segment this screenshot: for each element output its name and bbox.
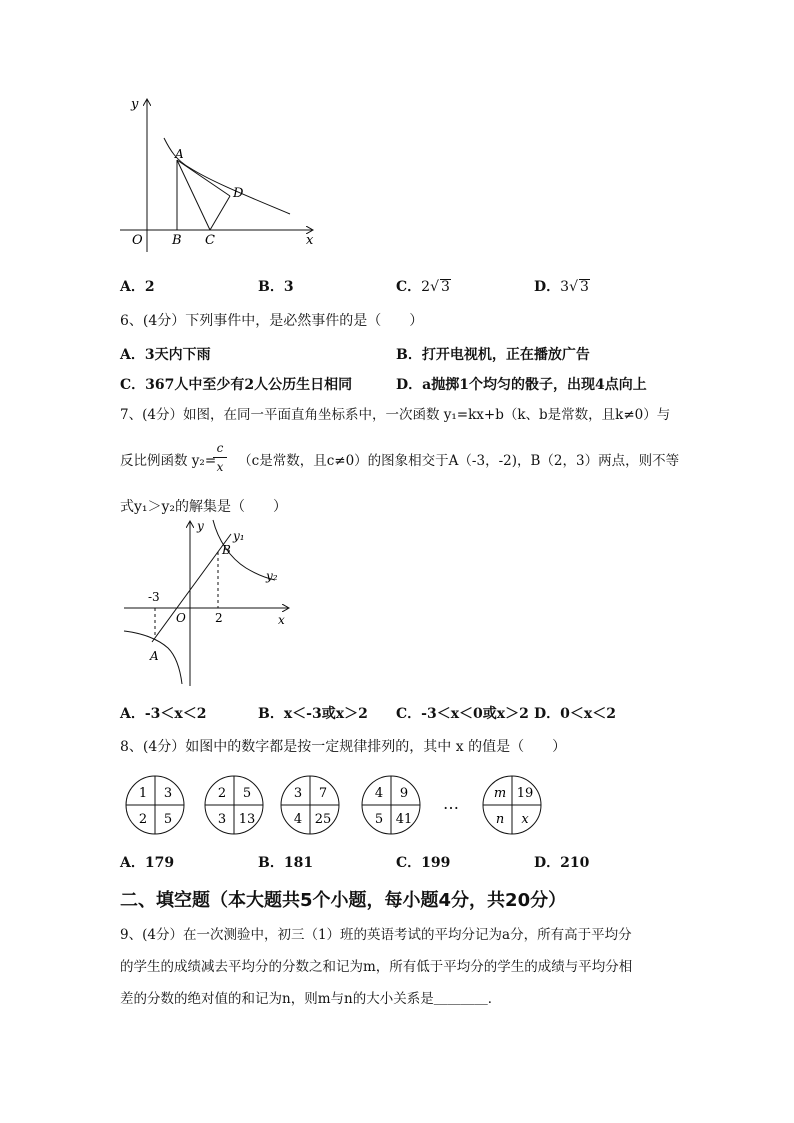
label-a: A (150, 649, 159, 663)
q7-stem-line2-start: 反比例函数 y₂= (120, 453, 217, 469)
label-x: x (278, 613, 285, 627)
label-b: B (172, 233, 182, 248)
q5-option-c-radicand: 3 (441, 279, 450, 295)
circle-value-tr: 9 (399, 786, 409, 801)
q5-option-d[interactable]: D．3√ 3 (534, 279, 589, 295)
q7-stem-line1: 7、(4分）如图，在同一平面直角坐标系中，一次函数 y₁=kx+b（k、b是常数，且k≠0）与 (120, 407, 671, 423)
section-fill-in-title: 二、填空题（本大题共5个小题，每小题4分，共20分） (120, 890, 567, 911)
circle-value-br: x (521, 812, 529, 827)
q8-option-d[interactable]: D．210 (534, 855, 590, 871)
circle-value-tr: 19 (516, 786, 534, 801)
label-d: D (233, 186, 244, 201)
circle-value-tr: 3 (163, 786, 173, 801)
q7-stem-line2 (120, 452, 679, 470)
q5-option-d-coef: 3 (560, 279, 570, 295)
q8-option-c[interactable]: C．199 (396, 855, 451, 871)
q8-circle-1 (123, 773, 187, 837)
q7-option-a[interactable]: A．-3＜x＜2 (120, 706, 207, 722)
q8-stem: 8、(4分）如图中的数字都是按一定规律排列的，其中 x 的值是（ ） (120, 739, 567, 755)
q7-fraction-bar (213, 457, 227, 458)
q7-fraction-numerator: c (216, 441, 224, 455)
circle-value-tr: 5 (242, 786, 252, 801)
circle-value-br: 25 (314, 812, 332, 827)
q5-option-d-radicand: 3 (579, 279, 589, 295)
circle-value-bl: 3 (217, 812, 227, 827)
label-y: y (131, 97, 139, 112)
figure-q5-graph (112, 92, 322, 254)
q6-option-a[interactable]: A．3天内下雨 (120, 347, 211, 363)
circle-value-bl: 4 (293, 812, 303, 827)
label-a: A (175, 147, 184, 161)
q6-option-b[interactable]: B．打开电视机，正在播放广告 (396, 347, 590, 363)
circle-value-bl: 5 (374, 812, 384, 827)
q8-circle-2 (202, 773, 266, 837)
q8-circle-5 (480, 773, 544, 837)
circle-value-tl: 4 (374, 786, 384, 801)
q6-stem: 6、(4分）下列事件中，是必然事件的是（ ） (120, 313, 424, 329)
q9-line3: 差的分数的绝对值的和记为n，则m与n的大小关系是＿＿＿＿． (120, 991, 502, 1007)
circle-value-bl: 2 (138, 812, 148, 827)
q5-option-c-coef: 2 (421, 279, 431, 295)
q7-stem-line3: 式y₁＞y₂的解集是（ ） (120, 499, 288, 515)
circle-value-br: 5 (163, 812, 173, 827)
circle-value-bl: n (495, 812, 505, 827)
circle-value-tl: 2 (217, 786, 227, 801)
q7-fraction-denominator: x (216, 460, 224, 474)
label-x: x (306, 233, 314, 248)
q7-option-c[interactable]: C．-3＜x＜0或x＞2 (396, 706, 529, 722)
circle-value-tl: 3 (293, 786, 303, 801)
label-y: y (197, 519, 204, 533)
q8-ellipsis: … (443, 794, 459, 813)
q5-option-d-prefix: D． (534, 279, 561, 295)
q8-circle-3 (278, 773, 342, 837)
q9-line2: 的学生的成绩减去平均分的分数之和记为m，所有低于平均分的学生的成绩与平均分相 (120, 959, 633, 975)
q9-line1: 9、(4分）在一次测验中，初三（1）班的英语考试的平均分记为a分，所有高于平均分 (120, 927, 632, 943)
circle-value-tl: m (493, 786, 507, 801)
q7-option-b[interactable]: B．x＜-3或x＞2 (258, 706, 368, 722)
label-y1: y₁ (233, 529, 245, 543)
q8-option-b[interactable]: B．181 (258, 855, 314, 871)
label-o: O (132, 233, 143, 248)
label-2: 2 (215, 611, 223, 625)
label-neg3: -3 (148, 590, 160, 604)
circle-value-tr: 7 (318, 786, 328, 801)
circle-value-br: 13 (238, 812, 256, 827)
figure-q7-graph (118, 518, 298, 690)
q8-circle-4 (359, 773, 423, 837)
label-c: C (205, 233, 215, 248)
segment-cd (210, 196, 230, 230)
q7-option-d[interactable]: D．0＜x＜2 (534, 706, 616, 722)
q7-stem-line2-end: （c是常数，且c≠0）的图象相交于A（-3，-2)，B（2，3）两点，则不等 (238, 453, 680, 469)
q5-option-c-prefix: C． (396, 279, 422, 295)
q6-option-d[interactable]: D．a抛掷1个均匀的骰子，出现4点向上 (396, 377, 647, 393)
q5-option-a[interactable]: A．2 (120, 279, 155, 295)
label-o: O (176, 611, 186, 625)
circle-value-tl: 1 (138, 786, 148, 801)
label-y2: y₂ (266, 569, 278, 583)
q6-option-c[interactable]: C．367人中至少有2人公历生日相同 (120, 377, 353, 393)
label-b: B (222, 543, 231, 557)
circle-value-br: 41 (395, 812, 413, 827)
line-y1 (152, 534, 231, 642)
q5-option-c[interactable]: C．2√ 3 (396, 279, 450, 295)
q8-option-a[interactable]: A．179 (120, 855, 175, 871)
q5-option-b[interactable]: B．3 (258, 279, 294, 295)
